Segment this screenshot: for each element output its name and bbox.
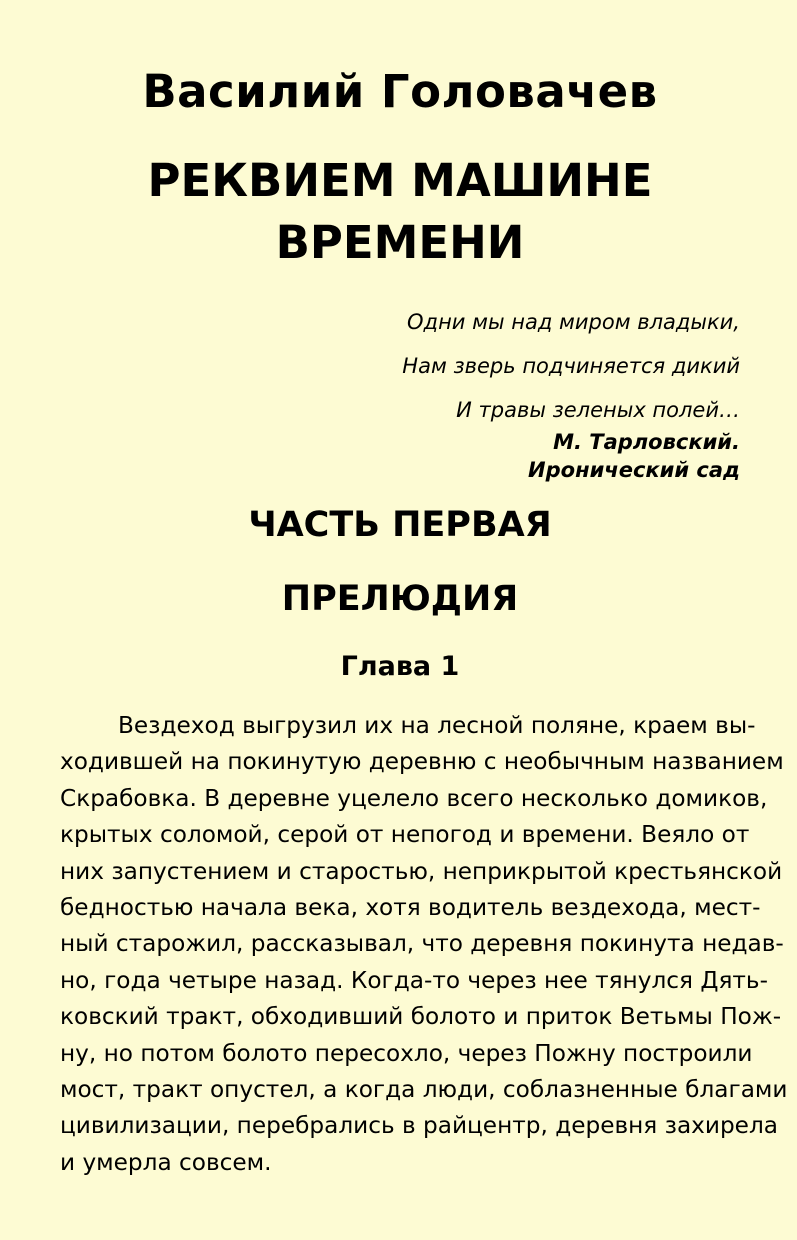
epigraph	[60, 300, 740, 482]
epigraph-line: Одни мы над миром владыки,	[407, 310, 740, 334]
paragraph-line: цивилизации, перебрались в райцентр, деревня захирела	[60, 1112, 778, 1140]
paragraph-line: них запустением и старостью, неприкрытой крестьянской	[60, 857, 783, 885]
paragraph-line: крытых соломой, серой от непогод и времени. Веяло от	[60, 821, 750, 849]
paragraph-line: мост, тракт опустел, а когда люди, соблазненные благами	[60, 1075, 788, 1103]
epigraph-source-work: Иронический сад	[528, 458, 740, 482]
paragraph-line: Вездеход выгрузил их на лесной поляне, краем вы-	[118, 712, 756, 739]
book-title-line-1: РЕКВИЕМ МАШИНЕ	[147, 154, 653, 207]
paragraph-line: и умерла совсем.	[60, 1148, 272, 1176]
paragraph-line: ный старожил, рассказывал, что деревня покинута недав-	[60, 930, 784, 958]
part-heading: ЧАСТЬ ПЕРВАЯ	[248, 505, 552, 545]
author-name: Василий Головачев	[142, 65, 658, 118]
book-title	[60, 150, 740, 274]
paragraph-line: ходившей на покинутую деревню с необычным названием	[60, 748, 784, 776]
epigraph-line: Нам зверь подчиняется дикий	[402, 354, 740, 378]
chapter-paragraph	[60, 708, 788, 1181]
chapter-heading: Глава 1	[340, 651, 460, 682]
paragraph-line: но, года четыре назад. Когда-то через нее тянулся Дять-	[60, 966, 768, 994]
epigraph-source	[60, 428, 740, 484]
book-title-line-2: ВРЕМЕНИ	[275, 216, 525, 269]
paragraph-line: ну, но потом болото пересохло, через Пожну построили	[60, 1039, 753, 1067]
paragraph-line: Скрабовка. В деревне уцелело всего несколько домиков,	[60, 784, 768, 812]
part-title: ПРЕЛЮДИЯ	[281, 579, 519, 619]
paragraph-line: бедностью начала века, хотя водитель вездехода, мест-	[60, 893, 761, 921]
epigraph-line: И травы зеленых полей…	[456, 398, 740, 422]
epigraph-source-author: М. Тарловский.	[553, 430, 740, 454]
paragraph-line: ковский тракт, обходивший болото и приток Ветьмы Пож-	[60, 1003, 782, 1031]
